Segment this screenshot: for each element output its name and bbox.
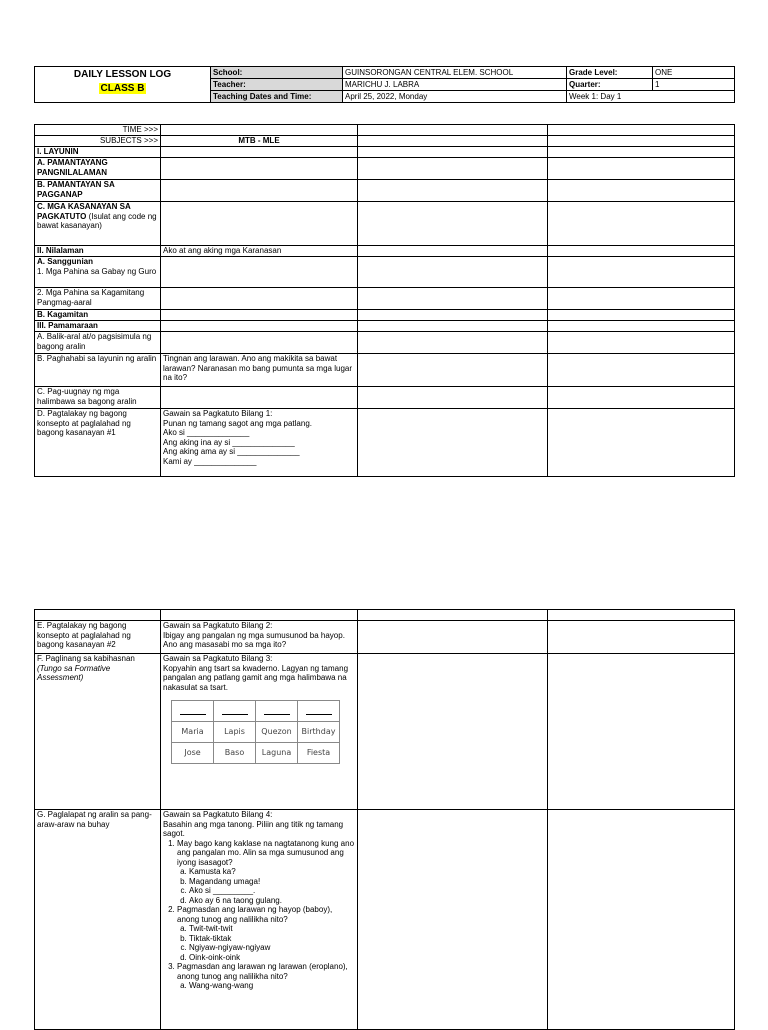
gabay-ng-guro: 1. Mga Pahina sa Gabay ng Guro (37, 266, 157, 276)
header-table (34, 66, 735, 103)
question-list (163, 839, 355, 991)
question (177, 905, 355, 962)
chart-cell: Birthday (298, 722, 340, 743)
gawain-1-line: Ako si ______________ (163, 428, 250, 437)
pamamaraan-heading: III. Pamamaraan (35, 321, 161, 332)
grade-value: ONE (653, 67, 735, 79)
log-title-cell (35, 67, 211, 103)
dates-value: April 25, 2022, Monday (343, 91, 567, 103)
gawain-1-line: Kami ay ______________ (163, 456, 257, 466)
nilalaman-heading: II. Nilalaman (35, 246, 161, 257)
choice: b. Magandang umaga! (189, 877, 355, 887)
chart-blank (172, 701, 214, 722)
paglinang-note: (Tungo sa Formative Assessment) (37, 663, 111, 682)
gawain-2-title: Gawain sa Pagkatuto Bilang 2: (163, 621, 273, 630)
question-text: May bago kang kaklase na nagtatanong kung ano ang pangalan mo. Alin sa mga sumusunod ang iyong isasagot? (177, 838, 355, 867)
gawain-1-line: Ang aking ama ay si ______________ (163, 447, 300, 456)
chart-cell: Lapis (214, 722, 256, 743)
chart-cell: Fiesta (298, 743, 340, 764)
gawain-4-title: Gawain sa Pagkatuto Bilang 4: (163, 810, 273, 819)
pamantayang-pangnilalaman: A. PAMANTAYANG PANGNILALAMAN (35, 158, 161, 180)
gawain-2 (161, 621, 358, 654)
choice: b. Tiktak-tiktak (189, 934, 355, 944)
question-text: Pagmasdan ang larawan ng larawan (eroplano), anong tunog ang nalilikha nito? (177, 962, 348, 981)
choice: d. Oink-oink-oink (189, 953, 355, 963)
paglinang-heading: F. Paglinang sa kabihasnan (37, 654, 135, 663)
lesson-table-2 (34, 609, 735, 1030)
gawain-1 (161, 409, 358, 477)
choice-list (177, 924, 355, 962)
gawain-2-text: Ibigay ang pangalan ng mga sumusunod ba hayop. Ano ang masasabi mo sa mga ito? (163, 630, 345, 649)
kasanayan-heading: C. MGA KASANAYAN SA PAGKATUTO (37, 202, 131, 221)
gawain-1-instruction: Punan ng tamang sagot ang mga patlang. (163, 418, 312, 428)
sanggunian-heading: A. Sanggunian (37, 257, 93, 266)
grade-label: Grade Level: (567, 67, 653, 79)
chart-blank (214, 701, 256, 722)
choice: a. Twit-twit-twit (189, 924, 355, 934)
choice: c. Ako si _________. (189, 886, 355, 896)
paglinang-cell (35, 654, 161, 810)
kasanayan-cell (35, 202, 161, 246)
gawain-1-title: Gawain sa Pagkatuto Bilang 1: (163, 409, 273, 418)
quarter-value: 1 (653, 79, 735, 91)
week-value: Week 1: Day 1 (567, 91, 735, 103)
chart-cell: Baso (214, 743, 256, 764)
school-label: School: (211, 67, 343, 79)
choice: d. Ako ay 6 na taong gulang. (189, 896, 355, 906)
name-chart (171, 700, 340, 764)
teacher-label: Teacher: (211, 79, 343, 91)
layunin-heading: I. LAYUNIN (35, 147, 161, 158)
gawain-4-text: Basahin ang mga tanong. Piliin ang titik ng tamang sagot. (163, 819, 344, 838)
gawain-1-line: Ang aking ina ay si ______________ (163, 437, 295, 447)
gawain-3-title: Gawain sa Pagkatuto Bilang 3: (163, 654, 273, 663)
kasanayan-note: (Isulat ang code ng bawat kasanayan) (37, 211, 157, 230)
choice: c. Ngiyaw-ngiyaw-ngiyaw (189, 943, 355, 953)
choice: a. Wang-wang-wang (189, 981, 355, 991)
question (177, 839, 355, 906)
gawain-3 (161, 654, 358, 810)
class-label: CLASS B (100, 83, 145, 94)
paghahabi-value: Tingnan ang larawan. Ano ang makikita sa bawat larawan? Naranasan mo bang pumunta sa mga lugar na ito? (161, 354, 358, 387)
time-label: TIME >>> (35, 125, 161, 136)
kagamitan-heading: B. Kagamitan (35, 310, 161, 321)
sanggunian-cell (35, 257, 161, 288)
dates-label: Teaching Dates and Time: (211, 91, 343, 103)
choice-list (177, 981, 355, 991)
lesson-table-1 (34, 124, 735, 477)
question-text: Pagmasdan ang larawan ng hayop (baboy), anong tunog ang nalilikha nito? (177, 905, 333, 924)
nilalaman-value: Ako at ang aking mga Karanasan (161, 246, 358, 257)
paghahabi: B. Paghahabi sa layunin ng aralin (35, 354, 161, 387)
choice-list (177, 867, 355, 905)
pamantayan-sa-pagganap: B. PAMANTAYAN SA PAGGANAP (35, 180, 161, 202)
chart-cell: Quezon (256, 722, 298, 743)
gawain-3-text: Kopyahin ang tsart sa kwaderno. Lagyan ng tamang pangalan ang patlang gamit ang mga halimbawa na nakasulat sa tsart. (163, 663, 349, 692)
choice: a. Kamusta ka? (189, 867, 355, 877)
chart-blank (256, 701, 298, 722)
pagtalakay-2: E. Pagtalakay ng bagong konsepto at paglalahad ng bagong kasanayan #2 (35, 621, 161, 654)
paguugnay: C. Pag-uugnay ng mga halimbawa sa bagong aralin (35, 387, 161, 409)
kagamitang-pangmagaaral: 2. Mga Pahina sa Kagamitang Pangmag-aaral (35, 288, 161, 310)
question (177, 962, 355, 991)
paglalapat: G. Paglalapat ng aralin sa pang-araw-araw na buhay (35, 810, 161, 1030)
balik-aral: A. Balik-aral at/o pagsisimula ng bagong aralin (35, 332, 161, 354)
subject-value: MTB - MLE (161, 136, 358, 147)
school-value: GUINSORONGAN CENTRAL ELEM. SCHOOL (343, 67, 567, 79)
chart-cell: Jose (172, 743, 214, 764)
chart-cell: Laguna (256, 743, 298, 764)
gawain-4 (161, 810, 358, 1030)
log-title: DAILY LESSON LOG (73, 69, 172, 80)
teacher-value: MARICHU J. LABRA (343, 79, 567, 91)
chart-blank (298, 701, 340, 722)
pagtalakay-1: D. Pagtalakay ng bagong konsepto at paglalahad ng bagong kasanayan #1 (35, 409, 161, 477)
quarter-label: Quarter: (567, 79, 653, 91)
chart-cell: Maria (172, 722, 214, 743)
subjects-label: SUBJECTS >>> (35, 136, 161, 147)
